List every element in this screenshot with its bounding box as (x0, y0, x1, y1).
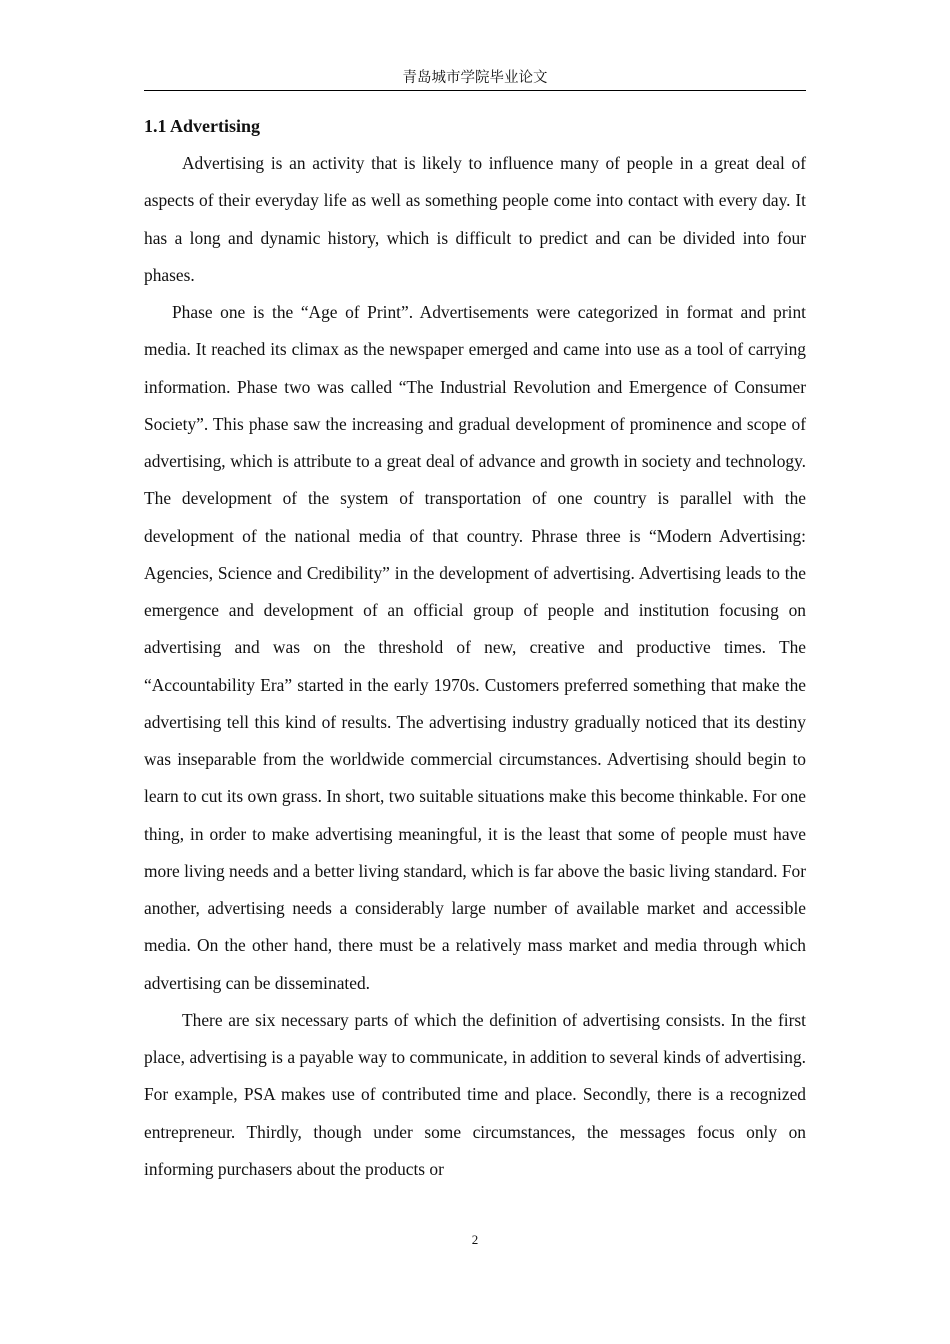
page-body (144, 108, 806, 1188)
running-header: 青岛城市学院毕业论文 (144, 68, 806, 91)
paragraph-1: Advertising is an activity that is likely to influence many of people in a great deal of aspects of their everyday life as well as something people come into contact with every day. It has a long and dynamic history, which is difficult to predict and can be divided into four phases. (144, 153, 806, 285)
section-heading: 1.1 Advertising (144, 116, 261, 136)
page-number: 2 (471, 1232, 479, 1247)
paragraph-3: There are six necessary parts of which the definition of advertising consists. In the first place, advertising is a payable way to communicate, in addition to several kinds of advertising. For example, PSA makes use of contributed time and place. Secondly, there is a recognized entrepreneur. Thirdly, though under some circumstances, the messages focus only on informing purchasers about the products or (144, 1009, 806, 1179)
paragraph-2: Phase one is the “Age of Print”. Advertisements were categorized in format and print media. It reached its climax as the newspaper emerged and came into use as a tool of carrying information. Phase two was called “The Industrial Revolution and Emergence of Consumer Society”. This phase saw the increasing and gradual development of prominence and scope of advertising, which is attribute to a great deal of advance and growth in society and technology. The development of the system of transportation of one country is parallel with the development of the national media of that country. Phrase three is “Modern Advertising: Agencies, Science and Credibility” in the development of advertising. Advertising leads to the emergence and development of an official group of people and institution focusing on advertising and was on the threshold of new, creative and productive times. The “Accountability Era” started in the early 1970s. Customers preferred something that make the advertising tell this kind of results. The advertising industry gradually noticed that its destiny was inseparable from the worldwide commercial circumstances. Advertising should begin to learn to cut its own grass. In short, two suitable situations make this become thinkable. For one thing, in order to make advertising meaningful, it is the least that some of people must have more living needs and a better living standard, which is far above the basic living standard. For another, advertising needs a considerably large number of available market and accessible media. On the other hand, there must be a relatively mass market and media through which advertising can be disseminated. (144, 302, 806, 993)
